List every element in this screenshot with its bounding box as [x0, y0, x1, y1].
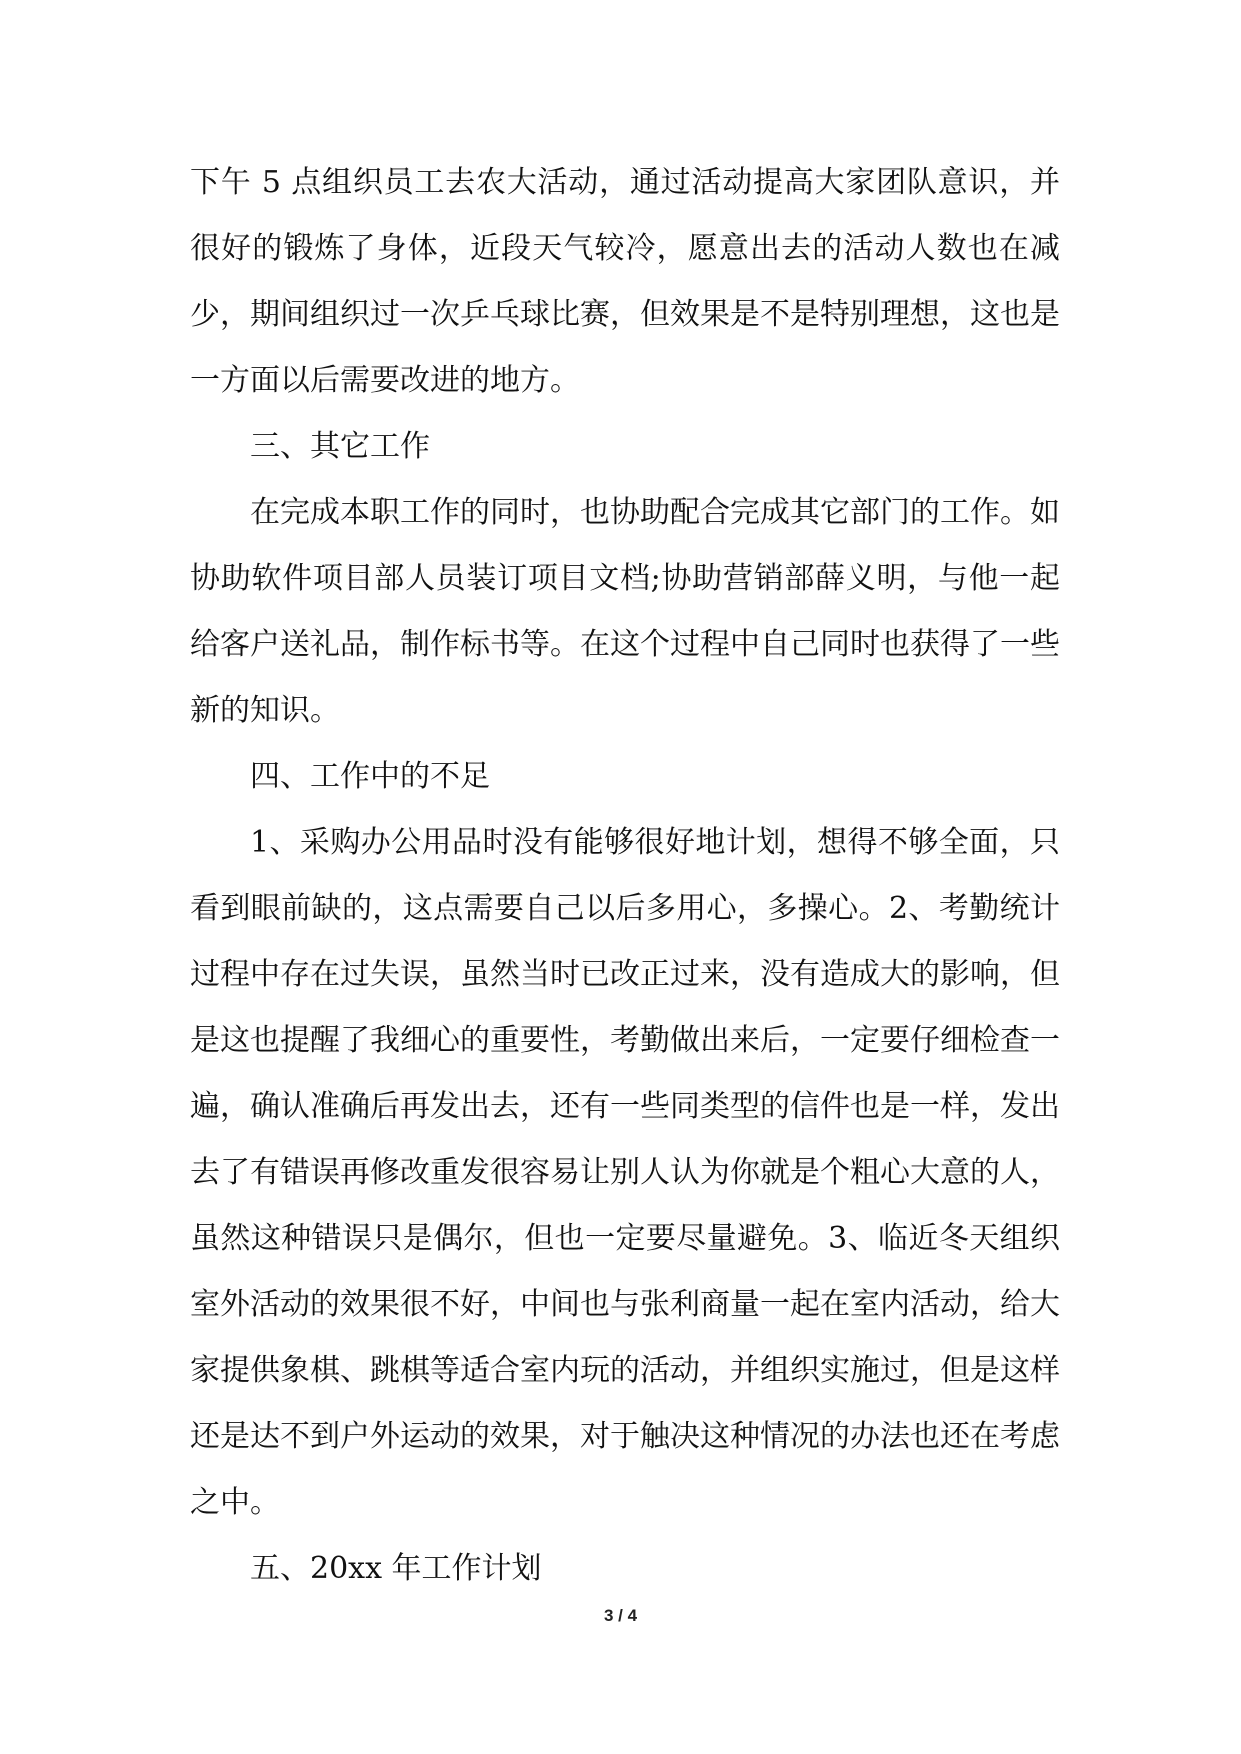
section-heading-work-plan: 五、20xx 年工作计划 — [250, 1551, 542, 1586]
section-heading-shortcomings: 四、工作中的不足 — [250, 759, 490, 794]
paragraph-activities: 下午 5 点组织员工去农大活动，通过活动提高大家团队意识，并很好的锻炼了身体，近段天气较冷，愿意出去的活动人数也在减少，期间组织过一次乒乓球比赛，但效果是不是特别理想，这也是一方面以后需要改进的地方。 — [190, 165, 1060, 398]
paragraph-shortcomings: 1、采购办公用品时没有能够很好地计划，想得不够全面，只看到眼前缺的，这点需要自己以后多用心，多操心。2、考勤统计过程中存在过失误，虽然当时已改正过来，没有造成大的影响，但是这也提醒了我细心的重要性，考勤做出来后，一定要仔细检查一遍，确认准确后再发出去，还有一些同类型的信件也是一样，发出去了有错误再修改重发很容易让别人认为你就是个粗心大意的人，虽然这种错误只是偶尔，但也一定要尽量避免。3、临近冬天组织室外活动的效果很不好，中间也与张利商量一起在室内活动，给大家提供象棋、跳棋等适合室内玩的活动，并组织实施过，但是这样还是达不到户外运动的效果，对于触决这种情况的办法也还在考虑之中。 — [190, 825, 1060, 1520]
section-heading-other-work: 三、其它工作 — [250, 429, 430, 464]
document-body — [190, 150, 1060, 1602]
page-number: 3 / 4 — [603, 1606, 638, 1625]
paragraph-other-work: 在完成本职工作的同时，也协助配合完成其它部门的工作。如协助软件项目部人员装订项目文档;协助营销部薛义明，与他一起给客户送礼品，制作标书等。在这个过程中自己同时也获得了一些新的知识。 — [190, 495, 1060, 728]
